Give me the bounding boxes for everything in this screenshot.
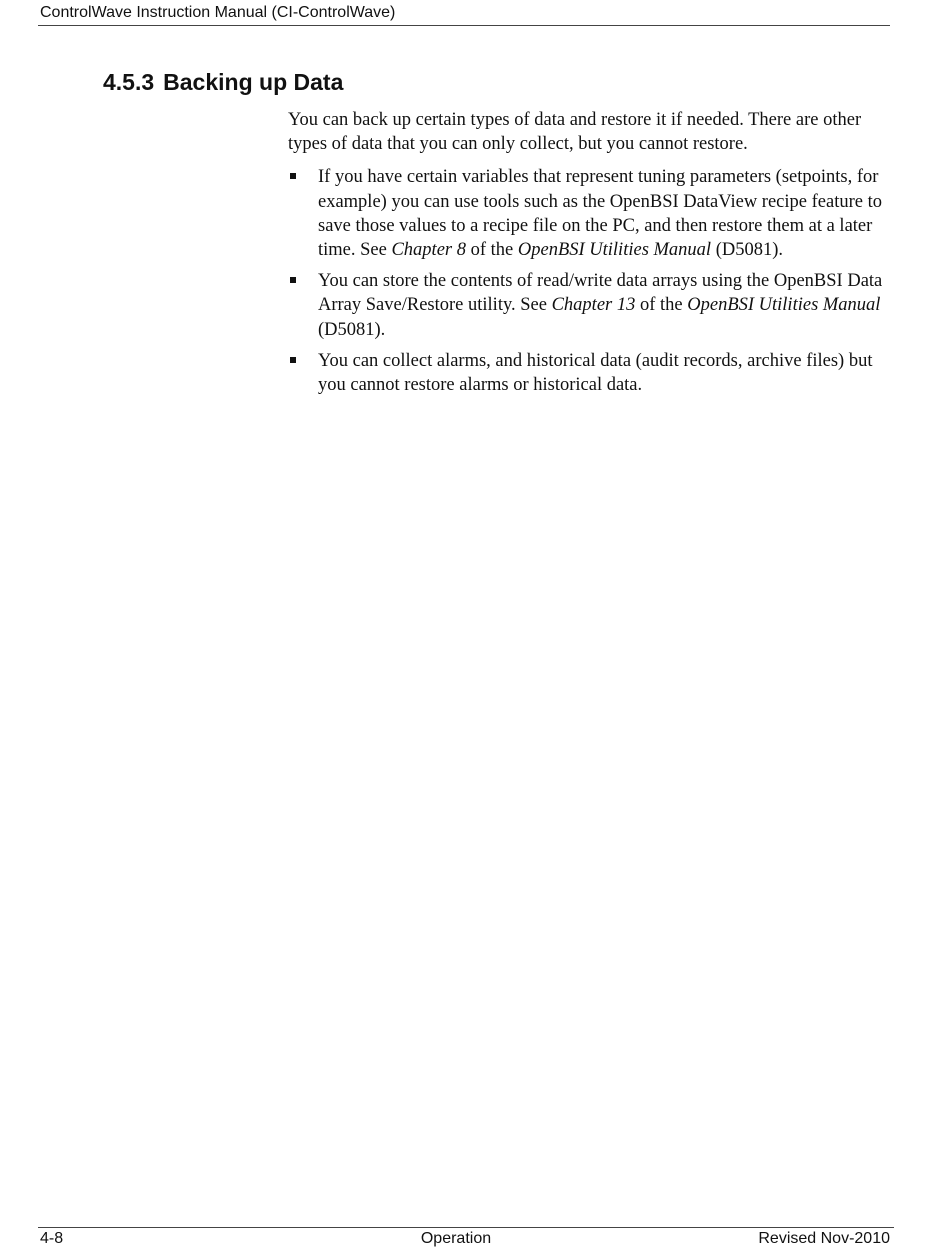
bullet-text-segment: If you have certain variables that represent tuning parameters (setpoints, for example) you can use tools such as the OpenBSI DataView recipe feature to save those values to a recipe file on the PC, and then restore them at a later time. See [318, 167, 882, 261]
revision-date: Revised Nov-2010 [758, 1230, 890, 1247]
bullet-item [288, 165, 888, 262]
bullet-text-segment: (D5081). [711, 240, 784, 261]
manual-reference: OpenBSI Utilities Manual [687, 295, 881, 316]
bullet-text-segment: of the [465, 240, 518, 261]
body-text [288, 108, 888, 404]
bullet-text-segment: (D5081). [318, 319, 386, 340]
header-rule [38, 25, 890, 26]
chapter-name: Operation [420, 1230, 492, 1247]
bullet-list [288, 165, 888, 397]
square-bullet-icon [290, 357, 296, 363]
section-heading [103, 68, 343, 96]
bullet-text-segment: You can store the contents of read/write data arrays using the OpenBSI Data Array Save/Restore utility. See [318, 271, 883, 316]
intro-paragraph: You can back up certain types of data and restore it if needed. There are other types of data that you can only collect, but you cannot restore. [288, 110, 862, 155]
bullet-text-segment: of the [635, 295, 688, 316]
footer-rule [38, 1227, 894, 1228]
square-bullet-icon [290, 277, 296, 283]
bullet-item [288, 269, 888, 342]
page-number: 4-8 [40, 1230, 64, 1247]
bullet-text-segment: You can collect alarms, and historical data (audit records, archive files) but you cannot restore alarms or historical data. [318, 350, 873, 396]
bullet-item [288, 349, 888, 397]
bullet-text [318, 271, 882, 339]
section-number: 4.5.3 [103, 69, 155, 95]
running-header: ControlWave Instruction Manual (CI-ControlWave) [40, 4, 396, 21]
manual-reference: OpenBSI Utilities Manual [517, 240, 712, 261]
square-bullet-icon [290, 173, 296, 179]
bullet-text [318, 167, 882, 260]
chapter-reference: Chapter 13 [551, 295, 636, 316]
chapter-reference: Chapter 8 [391, 240, 466, 261]
section-title: Backing up Data [163, 69, 344, 95]
bullet-text [318, 351, 872, 395]
